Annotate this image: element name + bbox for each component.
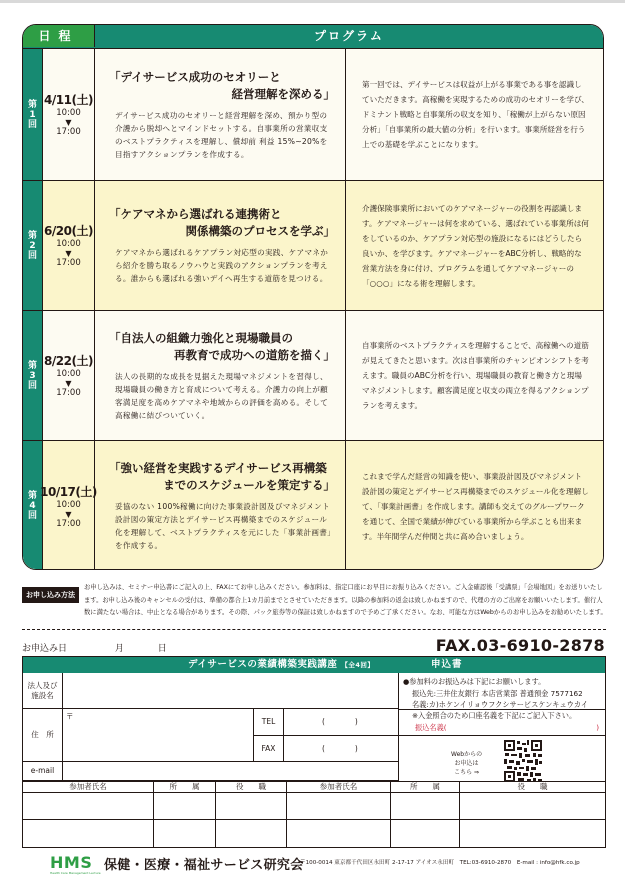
- department-header-1: 所 属: [154, 781, 216, 793]
- session-detail: [346, 441, 603, 570]
- session-detail: [346, 181, 603, 310]
- session-date-text: 4/11(土): [44, 93, 93, 107]
- cut-line: [22, 629, 606, 630]
- corp-name-label-line1: 法人及び: [27, 680, 58, 690]
- fax-input[interactable]: ( ): [284, 736, 399, 762]
- organization-name: 保健・医療・福祉サービス研究会: [104, 858, 304, 873]
- hms-logo: HMS: [50, 853, 93, 872]
- session-number-digit: 2: [29, 240, 36, 251]
- transfer-name-close: ): [596, 722, 599, 732]
- application-form: [22, 656, 606, 848]
- session-number-prefix: 第: [27, 360, 37, 371]
- session-description: 法人の長期的な成長を見据えた現場マネジメントを習得し、現場職員の働き方と育成について考える。介護力の向上が顧客満足度を高めケアマネや地域からの評価を高める。そして高稼働に結びついていく。: [115, 371, 329, 420]
- form-title-note: 【全4回】: [341, 661, 375, 669]
- session-number-suffix: 回: [27, 119, 37, 130]
- month-label: 月: [114, 644, 124, 654]
- transfer-name-field[interactable]: [403, 722, 601, 734]
- form-title-text: デイサービスの業績構築実践講座: [188, 659, 338, 670]
- position-header-1: 役 職: [216, 781, 287, 793]
- application-date: [22, 641, 167, 654]
- arrow-down-icon: ▼: [65, 379, 72, 388]
- session-detail: [346, 49, 603, 180]
- schedule-header: [23, 25, 603, 49]
- arrow-down-icon: ▼: [65, 118, 72, 127]
- department-input[interactable]: [391, 793, 460, 820]
- session-number: [23, 49, 43, 180]
- participant-name-input[interactable]: [287, 820, 391, 847]
- day-label: 日: [157, 644, 167, 654]
- session-detail-text: 自事業所のベストプラクティスを理解することで、高稼働への道筋が見えてきたと思います。次は自事業所のチャンピオンシフトを考えます。職員のABC分析を行い、現場職員の教育と働き方と現場マネジメントします。顧客満足度と収支の両立を得るアクションプランを考えます。: [362, 341, 589, 410]
- session-row-1: [23, 49, 603, 181]
- session-detail: [346, 311, 603, 440]
- address-input[interactable]: [63, 709, 254, 762]
- session-number: [23, 441, 43, 570]
- footer: [50, 853, 610, 875]
- tel-input[interactable]: ( ): [284, 709, 399, 736]
- position-input[interactable]: [460, 820, 605, 847]
- session-row-3: [23, 311, 603, 441]
- session-number-prefix: 第: [27, 99, 37, 110]
- session-number-digit: 1: [29, 109, 36, 120]
- participant-name-header-1: 参加者氏名: [23, 781, 154, 793]
- participant-name-input[interactable]: [287, 793, 391, 820]
- session-end-time: 17:00: [56, 258, 81, 268]
- session-start-time: 10:00: [56, 499, 81, 510]
- arrow-down-icon: ▼: [65, 249, 72, 258]
- web-line2: お申込は: [454, 760, 479, 767]
- email-input[interactable]: [63, 762, 399, 781]
- postal-mark: 〒: [66, 712, 74, 721]
- application-method: [22, 582, 607, 626]
- department-header-2: 所 属: [391, 781, 460, 793]
- session-start-time: 10:00: [56, 239, 81, 249]
- address-label: 住 所: [23, 709, 63, 762]
- organization-address: 〒100-0014 東京都千代田区永田町 2-17-17 アイオス永田町 TEL:03-6910-2870 E-mail : info@hfk.co.jp: [300, 860, 580, 866]
- corp-name-label-line2: 施設名: [31, 690, 54, 700]
- session-description: ケアマネから選ばれるケアプラン対応型の実践、ケアマネから紹介を勝ち取るノウハウと実践のアクションプランを考える。誰からも選ばれる強いデイへ再生する道筋を見つける。: [115, 248, 329, 283]
- email-label: e-mail: [23, 762, 63, 781]
- form-header: [23, 657, 605, 673]
- fax-label: FAX: [254, 736, 284, 762]
- transfer-name-label: 振込名義(: [415, 722, 447, 732]
- session-date-text: 8/22(土): [44, 354, 93, 368]
- arrow-down-icon: ▼: [65, 509, 72, 519]
- participant-name-input[interactable]: [23, 793, 154, 820]
- session-title-line1: 「ケアマネから選ばれる連携術と: [109, 207, 282, 221]
- position-header-2: 役 職: [460, 781, 605, 793]
- session-date: [40, 441, 97, 570]
- payment-note: [399, 710, 605, 733]
- payment-line3: 名義:カ)ホケンイリョウフクシサービスケンキュウカイ: [412, 700, 589, 709]
- session-title-line2: 再教育で成功への道筋を描く」: [174, 347, 335, 362]
- session-title-line1: 「自法人の組織力強化と現場職員の: [109, 330, 293, 345]
- session-summary: [95, 441, 346, 570]
- session-date-text: 10/17(土): [40, 484, 97, 499]
- application-method-text: お申し込みは、セミナー申込書にご記入の上、FAXにてお申し込みください。参加料は、指定口座にお早目にお振り込みください。ご入金確認後「受講票」「会場地図」をお送りいたします。お申し込み後のキャンセルの受付は、準備の都合上1カ月前までとさせていただきます。以降の参加料の返金は致しかねますので、代理の方のご出席をお願いいたします。催行人数に満たない場合は、中止となる場合があります。その際、パック旅券等の保証は致しかねますので予めご了承ください。なお、可能な方はWebからのお申し込みをお勧めいたします。: [84, 584, 607, 616]
- session-number-digit: 3: [29, 370, 36, 381]
- payment-line4: ※入金照合のため口座名義を下記にご記入下さい。: [412, 711, 577, 720]
- session-number-prefix: 第: [27, 230, 37, 241]
- session-title-line1: 「デイサービス成功のセオリーと: [109, 69, 281, 84]
- session-summary: [95, 181, 346, 310]
- session-detail-text: 介護保険事業所においてのケアマネージャーの役割を再認識します。ケアマネージャーは何を求めている、選ばれている事業所は何をしているのか、ケアプラン対応型の施設になるにはどうしたら良いか、を学びます。ケアマネージャーをABC分析し、戦略的な営業方法を身に付け、プログラムを通してケアマネージャーの「○○○」になる術を理解します。: [362, 203, 589, 288]
- department-input[interactable]: [154, 820, 216, 847]
- session-number: [23, 311, 43, 440]
- session-description: デイサービス成功のセオリーと経営理解を深め、預かり型の介護から脱却へとマインドセットする。自事業所の営業収支のベストプラクティスを理解し、償却前 利益 15%~20%を目指すアクションプランを作成する。: [115, 110, 328, 159]
- session-detail-text: これまで学んだ経営の知識を使い、事業設計図及びマネジメント設計図の策定とデイサービス再構築までのスケジュール化を理解して、「事業計画書」を作成します。講師も交えてのグループワークを通じて、全国で業績が伸びている事業所から学ぶことも出来ます。半年間学んだ仲間と共に高め合いましょう。: [362, 471, 589, 541]
- department-input[interactable]: [154, 793, 216, 820]
- payment-line2: 振込先:三井住友銀行 本店営業部 普通預金 7577162: [412, 688, 583, 698]
- hms-logo-subtitle: Health Care Management Lecture: [50, 871, 101, 875]
- position-input[interactable]: [216, 820, 287, 847]
- top-border: [0, 0, 625, 3]
- schedule-table: [22, 24, 604, 570]
- session-description: 妥協のない 100%稼働に向けた事業設計図及びマネジメント設計図の策定方法とデイサービス再構築までのスケジュール化を理解して、ベストプラクティスを元にした「事業計画書」を作成する。: [115, 502, 332, 550]
- session-end-time: 17:00: [56, 388, 81, 398]
- corp-name-label: [23, 673, 63, 709]
- session-title-line1: 「強い経営を実践するデイサービス再構築: [109, 461, 327, 475]
- fax-number: FAX.03-6910-2878: [435, 636, 605, 655]
- session-title-line2: までのスケジュールを策定する」: [163, 478, 335, 492]
- session-date-text: 6/20(土): [44, 224, 93, 238]
- web-line1: Webからの: [451, 751, 483, 758]
- position-input[interactable]: [216, 793, 287, 820]
- session-number-suffix: 回: [27, 511, 37, 521]
- session-number-digit: 4: [29, 501, 36, 511]
- payment-line1: ●参加料のお振込みは下記にお願いします。: [403, 677, 546, 686]
- application-method-badge: お申し込み方法: [22, 587, 79, 603]
- session-start-time: 10:00: [56, 369, 81, 379]
- session-date: [43, 311, 95, 440]
- session-row-2: [23, 181, 603, 311]
- position-input[interactable]: [460, 793, 605, 820]
- form-title: [188, 657, 374, 673]
- session-date: [43, 49, 95, 180]
- session-row-4: [23, 441, 603, 570]
- session-title-line2: 経営理解を深める」: [231, 86, 335, 101]
- session-date: [43, 181, 95, 310]
- session-title-line2: 関係構築のプロセスを学ぶ」: [185, 224, 335, 238]
- session-detail-text: 第一回では、デイサービスは収益が上がる事業である事を認識していただきます。高稼働を実現するための成功のセオリーを学び、ドミナント戦略と自事業所の収支を知り、「稼働が上がらない原因分析」「自事業所の最大値の分析」を行います。事業所経営を行う上での基礎を学ぶことになります。: [362, 80, 589, 149]
- qr-code-icon[interactable]: [503, 739, 543, 783]
- session-number-prefix: 第: [27, 491, 37, 501]
- session-number: [23, 181, 43, 310]
- session-end-time: 17:00: [56, 127, 81, 137]
- department-input[interactable]: [391, 820, 460, 847]
- form-apply-label: 申込書: [431, 659, 463, 670]
- session-summary: [95, 311, 346, 440]
- tel-label: TEL: [254, 709, 284, 736]
- session-summary: [95, 49, 346, 180]
- participant-name-input[interactable]: [23, 820, 154, 847]
- participant-name-header-2: 参加者氏名: [287, 781, 391, 793]
- session-end-time: 17:00: [56, 518, 81, 529]
- web-application-text: [451, 750, 482, 777]
- program-column-header: プログラム: [314, 29, 384, 43]
- session-number-suffix: 回: [27, 250, 37, 261]
- session-start-time: 10:00: [56, 108, 81, 118]
- application-date-label: お申込み日: [22, 644, 68, 654]
- date-column-header: 日程: [23, 25, 95, 47]
- corp-name-input[interactable]: [63, 673, 399, 709]
- web-line3: こちら ⇒: [454, 769, 480, 776]
- session-number-suffix: 回: [27, 380, 37, 391]
